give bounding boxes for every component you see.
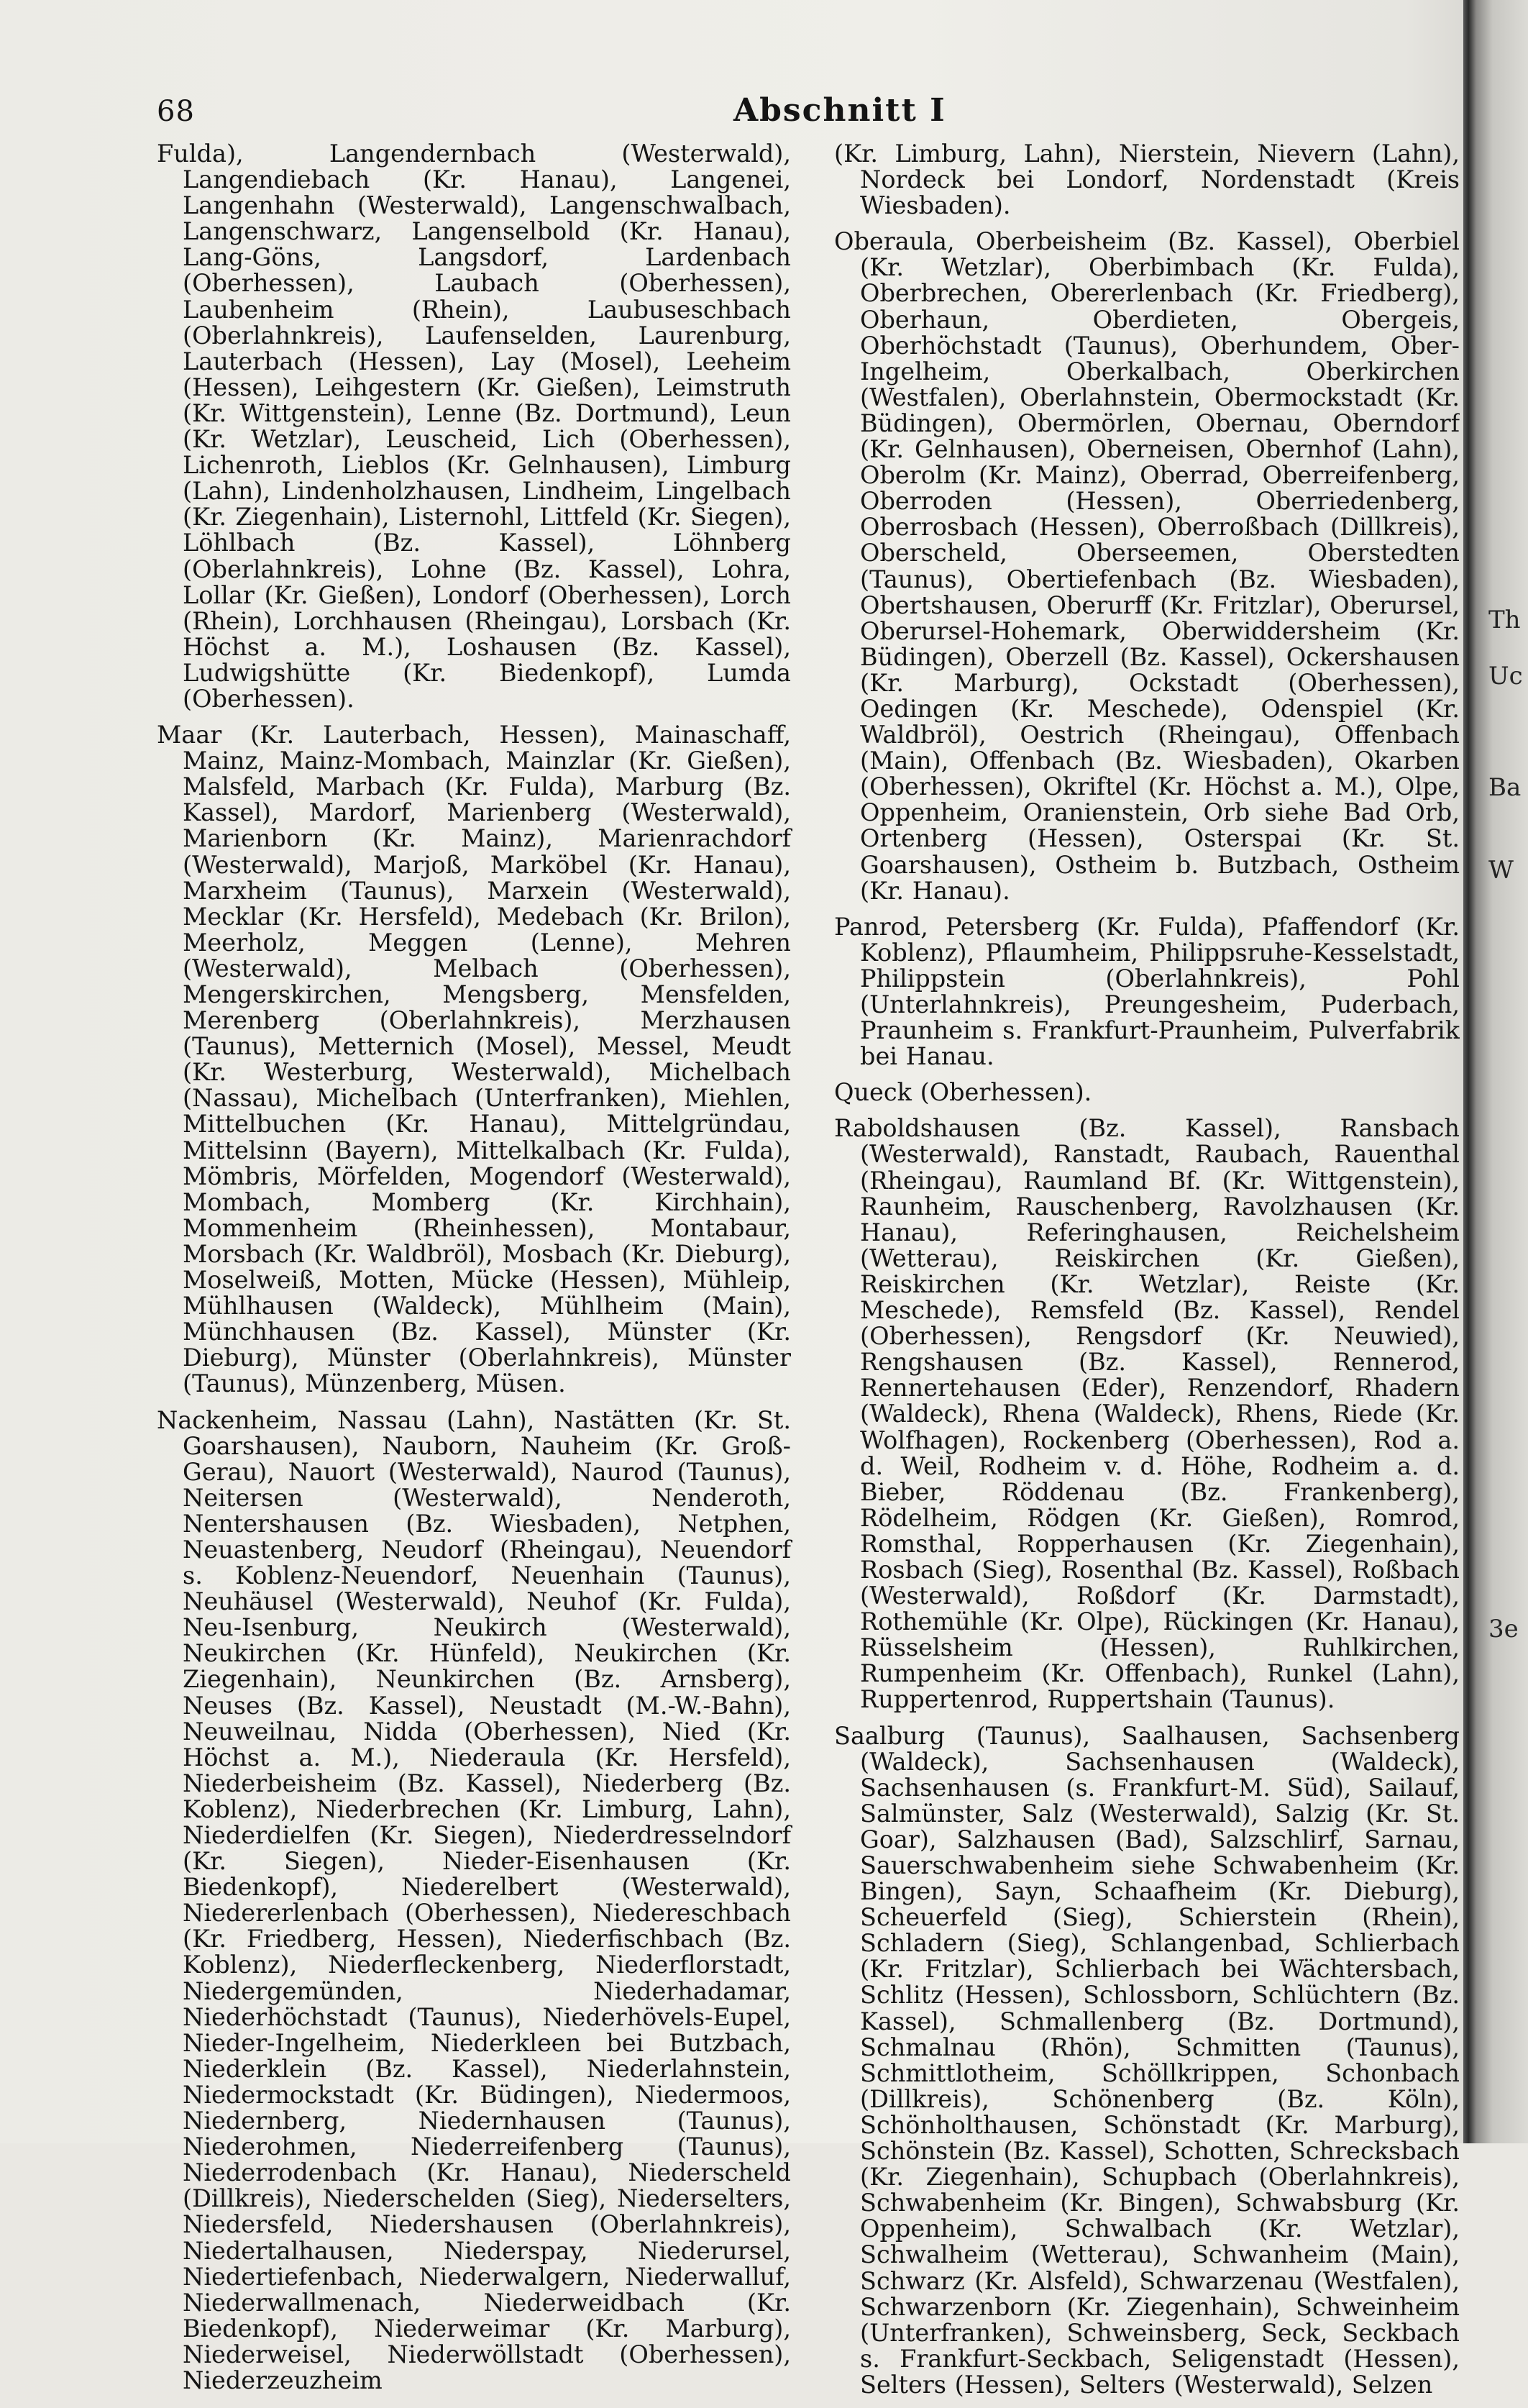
edge-fragment: 3e	[1488, 1615, 1519, 1643]
paragraph-l: Fulda), Langendernbach (Westerwald), Langendiebach (Kr. Hanau), Langenei, Langenhahn (Westerwald), Langenschwalbach, Langenschwarz, Langenselbold (Kr. Hanau), Lang-Göns, Langsdorf, Lardenbach (Oberhessen), Laubach (Oberhessen), Laubenheim (Rhein), Laubuseschbach (Oberlahnkreis), Laufenselden, Laurenburg, Lauterbach (Hessen), Lay (Mosel), Leeheim (Hessen), Leihgestern (Kr. Gießen), Leimstruth (Kr. Wittgenstein), Lenne (Bz. Dortmund), Leun (Kr. Wetzlar), Leuscheid, Lich (Oberhessen), Lichenroth, Lieblos (Kr. Gelnhausen), Limburg (Lahn), Lindenholzhausen, Lindheim, Lingelbach (Kr. Ziegenhain), Listernohl, Littfeld (Kr. Siegen), Löhlbach (Bz. Kassel), Löhnberg (Oberlahnkreis), Lohne (Bz. Kassel), Lohra, Lollar (Kr. Gießen), Londorf (Oberhessen), Lorch (Rhein), Lorchhausen (Rheingau), Lorsbach (Kr. Höchst a. M.), Loshausen (Bz. Kassel), Ludwigshütte (Kr. Biedenkopf), Lumda (Oberhessen).	[157, 140, 791, 713]
right-column	[834, 141, 1460, 2408]
edge-fragment: Ba	[1488, 773, 1522, 802]
paragraph-p: Panrod, Petersberg (Kr. Fulda), Pfaffendorf (Kr. Koblenz), Pflaumheim, Philippsruhe-Kesselstadt, Philippstein (Oberlahnkreis), Pohl (Unterlahnkreis), Preungesheim, Puderbach, Praunheim s. Frankfurt-Praunheim, Pulverfabrik bei Hanau.	[834, 912, 1460, 1071]
paragraph-o: Oberaula, Oberbeisheim (Bz. Kassel), Oberbiel (Kr. Wetzlar), Oberbimbach (Kr. Fulda), Oberbrechen, Obererlenbach (Kr. Friedberg), Oberhaun, Oberdieten, Obergeis, Oberhöchstadt (Taunus), Oberhundem, Ober-Ingelheim, Oberkalbach, Oberkirchen (Westfalen), Oberlahnstein, Obermockstadt (Kr. Büdingen), Obermörlen, Obernau, Oberndorf (Kr. Gelnhausen), Oberneisen, Obernhof (Lahn), Oberolm (Kr. Mainz), Oberrad, Oberreifenberg, Oberroden (Hessen), Oberriedenberg, Oberrosbach (Hessen), Oberroßbach (Dillkreis), Oberscheld, Oberseemen, Oberstedten (Taunus), Obertiefenbach (Bz. Wiesbaden), Obertshausen, Oberurff (Kr. Fritzlar), Oberursel, Oberursel-Hohemark, Oberwiddersheim (Kr. Büdingen), Oberzell (Bz. Kassel), Ockershausen (Kr. Marburg), Ockstadt (Oberhessen), Oedingen (Kr. Meschede), Odenspiel (Kr. Waldbröl), Oestrich (Rheingau), Offenbach (Main), Offenbach (Bz. Wiesbaden), Okarben (Oberhessen), Okriftel (Kr. Höchst a. M.), Olpe, Oppenheim, Oranienstein, Orb siehe Bad Orb, Ortenberg (Hessen), Osterspai (Kr. St. Goarshausen), Ostheim b. Butzbach, Ostheim (Kr. Hanau).	[834, 227, 1460, 905]
paragraph-q: Queck (Oberhessen).	[834, 1078, 1092, 1107]
paragraph-s: Saalburg (Taunus), Saalhausen, Sachsenberg (Waldeck), Sachsenhausen (Waldeck), Sachsenhausen (s. Frankfurt-M. Süd), Sailauf, Salmünster, Salz (Westerwald), Salzig (Kr. St. Goar), Salzhausen (Bad), Salzschlirf, Sarnau, Sauerschwabenheim siehe Schwabenheim (Kr. Bingen), Sayn, Schaafheim (Kr. Dieburg), Scheuerfeld (Sieg), Schierstein (Rhein), Schladern (Sieg), Schlangenbad, Schlierbach (Kr. Fritzlar), Schlierbach bei Wächtersbach, Schlitz (Hessen), Schlossborn, Schlüchtern (Bz. Kassel), Schmallenberg (Bz. Dortmund), Schmalnau (Rhön), Schmitten (Taunus), Schmittlotheim, Schöllkrippen, Schonbach (Dillkreis), Schönenberg (Bz. Köln), Schönholthausen, Schönstadt (Kr. Marburg), Schönstein (Bz. Kassel), Schotten, Schrecksbach (Kr. Ziegenhain), Schupbach (Oberlahnkreis), Schwabenheim (Kr. Bingen), Schwabsburg (Kr. Oppenheim), Schwalbach (Kr. Wetzlar), Schwalheim (Wetterau), Schwanheim (Main), Schwarz (Kr. Alsfeld), Schwarzenau (Westfalen), Schwarzenborn (Kr. Ziegenhain), Schweinheim (Unterfranken), Schweinsberg, Seck, Seckbach s. Frankfurt-Seckbach, Seligenstadt (Hessen), Selters (Hessen), Selters (Westerwald), Selzen	[834, 1721, 1460, 2399]
adjacent-page-edge	[1463, 0, 1528, 2143]
paragraph-m: Maar (Kr. Lauterbach, Hessen), Mainaschaff, Mainz, Mainz-Mombach, Mainzlar (Kr. Gießen), Malsfeld, Marbach (Kr. Fulda), Marburg (Bz. Kassel), Mardorf, Marienberg (Westerwald), Marienborn (Kr. Mainz), Marienrachdorf (Westerwald), Marjoß, Marköbel (Kr. Hanau), Marxheim (Taunus), Marxein (Westerwald), Mecklar (Kr. Hersfeld), Medebach (Kr. Brilon), Meerholz, Meggen (Lenne), Mehren (Westerwald), Melbach (Oberhessen), Mengerskirchen, Mengsberg, Mensfelden, Merenberg (Oberlahnkreis), Merzhausen (Taunus), Metternich (Mosel), Messel, Meudt (Kr. Westerburg, Westerwald), Michelbach (Nassau), Michelbach (Unterfranken), Miehlen, Mittelbuchen (Kr. Hanau), Mittelgründau, Mittelsinn (Bayern), Mittelkalbach (Kr. Fulda), Mömbris, Mörfelden, Mogendorf (Westerwald), Mombach, Momberg (Kr. Kirchhain), Mommenheim (Rheinhessen), Montabaur, Morsbach (Kr. Waldbröl), Mosbach (Kr. Dieburg), Moselweiß, Motten, Mücke (Hessen), Mühleip, Mühlhausen (Waldeck), Mühlheim (Main), Münchhausen (Bz. Kassel), Münster (Kr. Dieburg), Münster (Oberlahnkreis), Münster (Taunus), Münzenberg, Müsen.	[157, 721, 791, 1398]
left-column	[157, 141, 791, 2404]
edge-fragment: Th	[1488, 606, 1521, 634]
paragraph-n: Nackenheim, Nassau (Lahn), Nastätten (Kr. St. Goarshausen), Nauborn, Nauheim (Kr. Groß-Gerau), Nauort (Westerwald), Naurod (Taunus), Neitersen (Westerwald), Nenderoth, Nentershausen (Bz. Wiesbaden), Netphen, Neuastenberg, Neudorf (Rheingau), Neuendorf s. Koblenz-Neuendorf, Neuenhain (Taunus), Neuhäusel (Westerwald), Neuhof (Kr. Fulda), Neu-Isenburg, Neukirch (Westerwald), Neukirchen (Kr. Hünfeld), Neukirchen (Kr. Ziegenhain), Neunkirchen (Bz. Arnsberg), Neuses (Bz. Kassel), Neustadt (M.-W.-Bahn), Neuweilnau, Nidda (Oberhessen), Nied (Kr. Höchst a. M.), Niederaula (Kr. Hersfeld), Niederbeisheim (Bz. Kassel), Niederberg (Bz. Koblenz), Niederbrechen (Kr. Limburg, Lahn), Niederdielfen (Kr. Siegen), Niederdresselndorf (Kr. Siegen), Nieder-Eisenhausen (Kr. Biedenkopf), Niederelbert (Westerwald), Niedererlenbach (Oberhessen), Niedereschbach (Kr. Friedberg, Hessen), Niederfischbach (Bz. Koblenz), Niederfleckenberg, Niederflorstadt, Niedergemünden, Niederhadamar, Niederhöchstadt (Taunus), Niederhövels-Eupel, Nieder-Ingelheim, Niederkleen bei Butzbach, Niederklein (Bz. Kassel), Niederlahnstein, Niedermockstadt (Kr. Büdingen), Niedermoos, Niedernberg, Niedernhausen (Taunus), Niederohmen, Niederreifenberg (Taunus), Niederrodenbach (Kr. Hanau), Niederscheld (Dillkreis), Niederschelden (Sieg), Niederselters, Niedersfeld, Niedershausen (Oberlahnkreis), Niedertalhausen, Niederspay, Niederursel, Niedertiefenbach, Niederwalgern, Niederwalluf, Niederwallmenach, Niederweidbach (Kr. Biedenkopf), Niederweimar (Kr. Marburg), Niederweisel, Niederwöllstadt (Oberhessen), Niederzeuzheim	[157, 1405, 791, 2394]
section-heading: Abschnitt I	[733, 92, 946, 129]
edge-fragment: W	[1488, 856, 1514, 885]
page-number: 68	[157, 95, 195, 128]
paragraph-r: Raboldshausen (Bz. Kassel), Ransbach (Westerwald), Ranstadt, Raubach, Rauenthal (Rheingau), Raumland Bf. (Kr. Wittgenstein), Raunheim, Rauschenberg, Ravolzhausen (Kr. Hanau), Referinghausen, Reichelsheim (Wetterau), Reiskirchen (Kr. Gießen), Reiskirchen (Kr. Wetzlar), Reiste (Kr. Meschede), Remsfeld (Bz. Kassel), Rendel (Oberhessen), Rengsdorf (Kr. Neuwied), Rengshausen (Bz. Kassel), Rennerod, Rennertehausen (Eder), Renzendorf, Rhadern (Waldeck), Rhena (Waldeck), Rhens, Riede (Kr. Wolfhagen), Rockenberg (Oberhessen), Rod a. d. Weil, Rodheim v. d. Höhe, Rodheim a. d. Bieber, Röddenau (Bz. Frankenberg), Rödelheim, Rödgen (Kr. Gießen), Romrod, Romsthal, Ropperhausen (Kr. Ziegenhain), Rosbach (Sieg), Rosenthal (Bz. Kassel), Roßbach (Westerwald), Roßdorf (Kr. Darmstadt), Rothemühle (Kr. Olpe), Rückingen (Kr. Hanau), Rüsselsheim (Hessen), Ruhlkirchen, Rumpenheim (Kr. Offenbach), Runkel (Lahn), Ruppertenrod, Ruppertshain (Taunus).	[834, 1114, 1460, 1714]
paragraph-n-continued: (Kr. Limburg, Lahn), Nierstein, Nievern (Lahn), Nordeck bei Londorf, Nordenstadt (Kreis Wiesbaden).	[834, 141, 1460, 220]
edge-fragment: Uc	[1488, 662, 1523, 690]
